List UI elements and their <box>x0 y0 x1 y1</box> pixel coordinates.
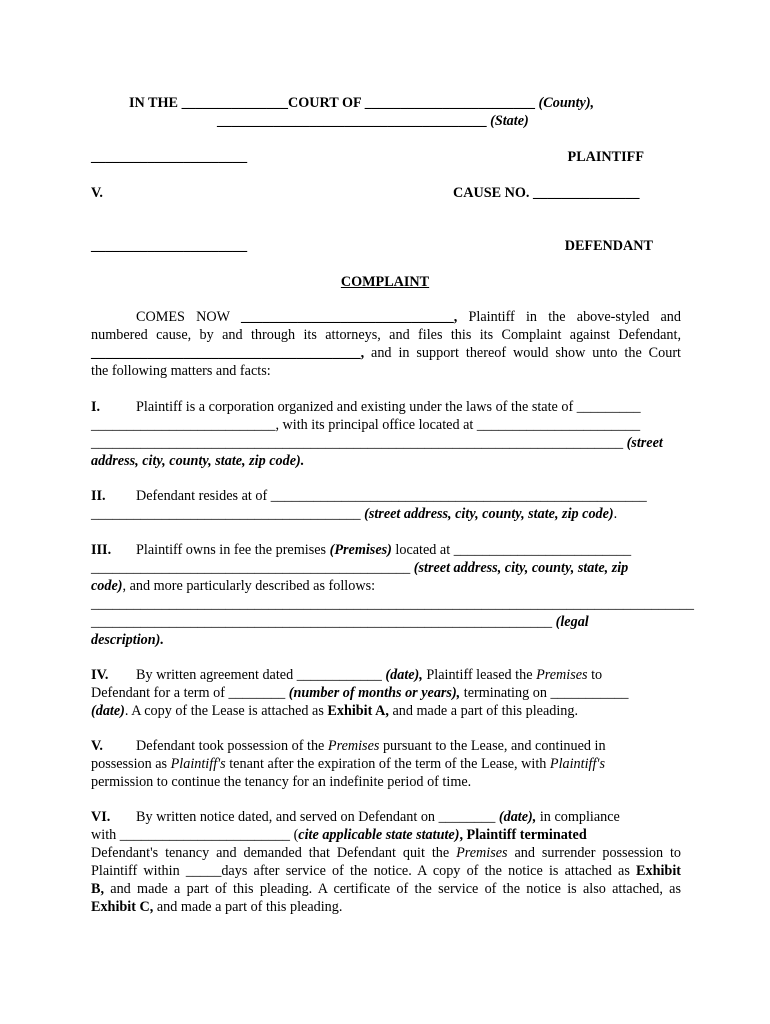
p4-text: and made a part of this pleading. <box>388 703 579 719</box>
p4-hint: (date) <box>91 703 125 719</box>
p6-premises: Premises <box>456 845 508 861</box>
exhibit-c: Exhibit C, <box>91 899 154 915</box>
p4-text: Defendant for a term of ________ <box>91 685 289 701</box>
p1-line-4: address, city, county, state, zip code). <box>91 453 305 469</box>
p5-line-1 <box>91 737 681 755</box>
paragraph-iii <box>91 541 694 649</box>
p3-blank: _____________________________________________ <box>91 560 414 576</box>
p3-line-4: _____________________________________________________________________________________ <box>91 596 694 612</box>
p1-line-2 <box>91 416 681 434</box>
court-name-blank: _______________ <box>181 95 288 111</box>
p6-text: and surrender possession to <box>507 845 681 861</box>
court-caption-line2 <box>217 112 529 130</box>
p1-line-1 <box>91 398 681 416</box>
p1-hint: (street <box>626 435 663 451</box>
p3-line-2 <box>91 559 681 577</box>
p4-text: terminating on ___________ <box>460 685 629 701</box>
paragraph-v <box>91 737 681 791</box>
cause-number <box>453 184 639 202</box>
p6-line-4 <box>91 862 681 880</box>
p2-line-2 <box>91 505 681 523</box>
p6-hint: (date), <box>498 809 537 825</box>
intro-text: COMES NOW <box>136 309 241 325</box>
document-title: COMPLAINT <box>340 274 430 290</box>
p3-text: located at _________________________ <box>391 542 632 558</box>
intro-paragraph <box>91 308 681 380</box>
cause-label: CAUSE NO. <box>453 185 534 201</box>
p4-hint: (date), <box>385 667 423 683</box>
p4-text: . A copy of the Lease is attached as <box>124 703 328 719</box>
p5-plaintiffs: Plaintiff's <box>549 756 605 772</box>
p6-text: and made a part of this pleading. A certificate of the service of the notice is also attached, as <box>104 881 681 897</box>
caption-in-the: IN THE <box>129 95 182 111</box>
paragraph-number: VI. <box>91 809 111 825</box>
p5-plaintiffs: Plaintiff's <box>170 756 226 772</box>
intro-line-1 <box>91 308 681 326</box>
p6-hint: cite applicable state statute) <box>298 827 460 843</box>
p6-line-1 <box>91 808 681 826</box>
p6-text: , Plaintiff terminated <box>459 827 587 843</box>
p6-line-6 <box>91 898 681 916</box>
p5-line-2 <box>91 755 681 773</box>
p6-text: with ________________________ ( <box>91 827 299 843</box>
p4-text: By written agreement dated ____________ <box>136 667 386 683</box>
p6-line-5 <box>91 880 681 898</box>
p3-line-5 <box>91 613 681 631</box>
versus-label: V. <box>91 185 103 201</box>
exhibit-b: Exhibit <box>636 863 681 879</box>
county-label: (County), <box>538 95 595 111</box>
state-label: (State) <box>490 113 529 129</box>
defendant-name-blank: ______________________ <box>91 238 248 254</box>
paragraph-iv <box>91 666 681 720</box>
p5-line-3: permission to continue the tenancy for an indefinite period of time. <box>91 774 472 790</box>
p4-text: to <box>587 667 603 683</box>
p4-line-3 <box>91 702 681 720</box>
p2-text: . <box>613 506 618 522</box>
p1-text: , with its principal office located at _______________________ <box>275 417 641 433</box>
plaintiff-label: PLAINTIFF <box>567 149 644 165</box>
p6-text: By written notice dated, and served on Defendant on ________ <box>136 809 499 825</box>
p3-blank: _________________________________________________________________ <box>91 614 556 630</box>
p3-line-3 <box>91 577 681 595</box>
paragraph-ii <box>91 487 681 523</box>
intro-line-3 <box>91 344 681 362</box>
exhibit-b: B, <box>91 881 105 897</box>
paragraph-number: I. <box>91 399 101 415</box>
p6-text: Plaintiff within _____days after service of the notice. A copy of the notice is attached as <box>91 863 637 879</box>
county-blank: ________________________ <box>364 95 539 111</box>
plaintiff-blank: ______________________________, <box>240 309 458 325</box>
p6-line-3 <box>91 844 681 862</box>
p5-text: possession as <box>91 756 171 772</box>
defendant-blank: ______________________________________, <box>91 345 365 361</box>
p3-line-6: description). <box>91 632 164 648</box>
p6-line-2 <box>91 826 681 844</box>
p4-premises: Premises <box>536 667 588 683</box>
p3-hint: (Premises) <box>329 542 392 558</box>
p1-blank: __________________________ <box>91 417 276 433</box>
p3-text: , and more particularly described as follows: <box>122 578 376 594</box>
p1-address-blank: ___________________________________________________________________________ <box>91 435 627 451</box>
p4-line-2 <box>91 684 681 702</box>
court-caption-line1 <box>129 94 594 112</box>
caption-court-of: COURT OF <box>287 95 365 111</box>
exhibit-a: Exhibit A, <box>327 703 389 719</box>
p6-text: in compliance <box>536 809 620 825</box>
p5-text: tenant after the expiration of the term of the Lease, with <box>225 756 550 772</box>
p2-text: Defendant resides at of _____________________________________________________ <box>136 488 647 504</box>
intro-line-2: numbered cause, by and through its attorneys, and files this its Complaint against Defendant, <box>91 327 681 343</box>
defendant-label: DEFENDANT <box>564 238 653 254</box>
p3-hint: (legal <box>555 614 589 630</box>
p3-text: Plaintiff owns in fee the premises <box>136 542 330 558</box>
p4-hint: (number of months or years), <box>288 685 461 701</box>
paragraph-vi <box>91 808 681 916</box>
paragraph-i <box>91 398 681 470</box>
p3-line-1 <box>91 541 681 559</box>
p1-text: Plaintiff is a corporation organized and existing under the laws of the state of _________ <box>136 399 641 415</box>
paragraph-number: III. <box>91 542 112 558</box>
p2-blank: ______________________________________ <box>91 506 365 522</box>
intro-line-4: the following matters and facts: <box>91 363 271 379</box>
paragraph-number: V. <box>91 738 103 754</box>
plaintiff-name-blank: ______________________ <box>91 149 248 165</box>
p4-line-1 <box>91 666 681 684</box>
p5-premises: Premises <box>327 738 380 754</box>
intro-text: Plaintiff in the above-styled and <box>457 309 681 325</box>
paragraph-number: II. <box>91 488 106 504</box>
p4-text: Plaintiff leased the <box>422 667 537 683</box>
paragraph-number: IV. <box>91 667 109 683</box>
p6-text: Defendant's tenancy and demanded that Defendant quit the <box>91 845 457 861</box>
cause-number-blank: _______________ <box>533 185 640 201</box>
p6-text: and made a part of this pleading. <box>153 899 343 915</box>
p2-line-1 <box>91 487 681 505</box>
state-blank: ______________________________________ <box>217 113 491 129</box>
p1-line-3 <box>91 434 681 452</box>
p5-text: pursuant to the Lease, and continued in <box>379 738 606 754</box>
p2-hint: (street address, city, county, state, zip code) <box>364 506 614 522</box>
intro-text: and in support thereof would show unto the Court <box>364 345 681 361</box>
p3-hint: (street address, city, county, state, zip <box>413 560 629 576</box>
p3-hint: code) <box>91 578 123 594</box>
p5-text: Defendant took possession of the <box>136 738 328 754</box>
